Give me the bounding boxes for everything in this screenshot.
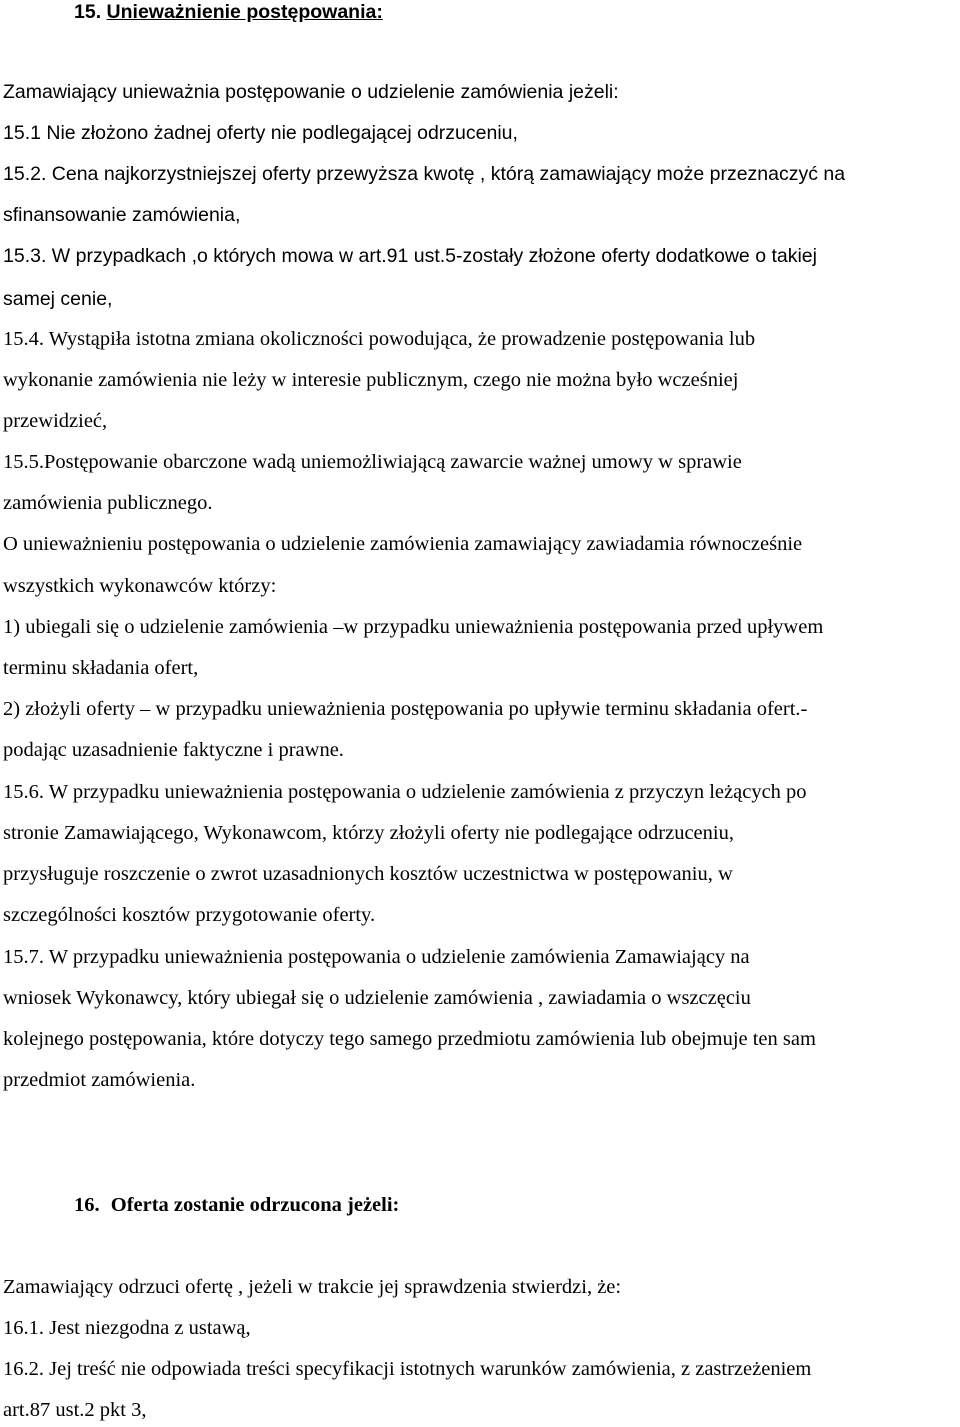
notice-line2: wszystkich wykonawców którzy: — [3, 575, 277, 597]
item-15-6-line2: stronie Zamawiającego, Wykonawcom, którzy złożyli oferty nie podlegające odrzuceniu, — [3, 822, 734, 844]
notice-line1: O unieważnieniu postępowania o udzielenie zamówienia zamawiający zawiadamia równocześnie — [3, 533, 803, 555]
section-15-title: Unieważnienie postępowania: — [106, 1, 383, 23]
section-16-heading — [74, 1193, 399, 1217]
section-15-intro: Zamawiający unieważnia postępowanie o udzielenie zamówienia jeżeli: — [3, 81, 619, 103]
item-15-5-line1: 15.5.Postępowanie obarczone wadą uniemożliwiającą zawarcie ważnej umowy w sprawie — [3, 451, 742, 473]
item-15-2-line1: 15.2. Cena najkorzystniejszej oferty przewyższa kwotę , którą zamawiający może przeznaczyć na — [3, 163, 846, 185]
item-15-7-line4: przedmiot zamówienia. — [3, 1069, 196, 1091]
item-15-4-line3: przewidzieć, — [3, 410, 108, 432]
item-15-2-line2: sfinansowanie zamówienia, — [3, 204, 241, 226]
item-15-6-line3: przysługuje roszczenie o zwrot uzasadnionych kosztów uczestnictwa w postępowaniu, w — [3, 863, 733, 885]
section-15-heading — [74, 0, 383, 24]
item-15-3-line1: 15.3. W przypadkach ,o których mowa w art.91 ust.5-zostały złożone oferty dodatkowe o takiej — [3, 245, 817, 267]
item-16-2-line2: art.87 ust.2 pkt 3, — [3, 1399, 147, 1421]
item-15-4-line1: 15.4. Wystąpiła istotna zmiana okoliczności powodująca, że prowadzenie postępowania lub — [3, 328, 756, 350]
item-15-3-line2: samej cenie, — [3, 288, 113, 310]
section-16-number: 16. — [74, 1194, 100, 1216]
notice-2-line1: 2) złożyli oferty – w przypadku unieważnienia postępowania po upływie terminu składania ofert.- — [3, 698, 808, 720]
item-15-7-line2: wniosek Wykonawcy, który ubiegał się o udzielenie zamówienia , zawiadamia o wszczęciu — [3, 987, 751, 1009]
item-16-1: 16.1. Jest niezgodna z ustawą, — [3, 1317, 251, 1339]
item-15-6-line1: 15.6. W przypadku unieważnienia postępowania o udzielenie zamówienia z przyczyn leżących po — [3, 781, 807, 803]
item-15-1: 15.1 Nie złożono żadnej oferty nie podlegającej odrzuceniu, — [3, 122, 518, 144]
section-16-intro: Zamawiający odrzuci ofertę , jeżeli w trakcie jej sprawdzenia stwierdzi, że: — [3, 1276, 622, 1298]
item-16-2-line1: 16.2. Jej treść nie odpowiada treści specyfikacji istotnych warunków zamówienia, z zastrzeżeniem — [3, 1358, 812, 1380]
item-15-4-line2: wykonanie zamówienia nie leży w interesie publicznym, czego nie można było wcześniej — [3, 369, 739, 391]
notice-2-line2: podając uzasadnienie faktyczne i prawne. — [3, 739, 344, 761]
item-15-6-line4: szczególności kosztów przygotowanie oferty. — [3, 904, 376, 926]
section-16-title: Oferta zostanie odrzucona jeżeli: — [110, 1194, 400, 1216]
section-15-number: 15. — [74, 1, 102, 23]
item-15-7-line1: 15.7. W przypadku unieważnienia postępowania o udzielenie zamówienia Zamawiający na — [3, 946, 750, 968]
item-15-7-line3: kolejnego postępowania, które dotyczy tego samego przedmiotu zamówienia lub obejmuje ten sam — [3, 1028, 816, 1050]
notice-1-line1: 1) ubiegali się o udzielenie zamówienia –w przypadku unieważnienia postępowania przed upływem — [3, 616, 824, 638]
notice-1-line2: terminu składania ofert, — [3, 657, 199, 679]
item-15-5-line2: zamówienia publicznego. — [3, 492, 213, 514]
